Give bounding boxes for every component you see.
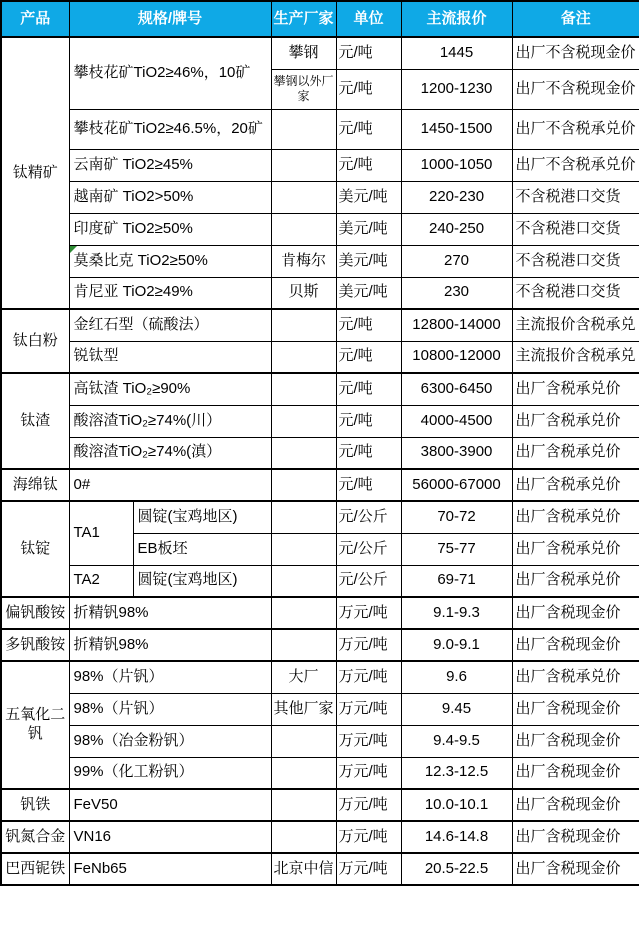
price-cell: 1000-1050 bbox=[401, 149, 512, 181]
manufacturer-cell: 攀钢以外厂家 bbox=[271, 69, 336, 109]
spec-cell: 98%（片钒） bbox=[69, 661, 271, 693]
product-cell: 钛白粉 bbox=[1, 309, 69, 373]
price-cell: 3800-3900 bbox=[401, 437, 512, 469]
unit-cell: 元/公斤 bbox=[336, 565, 401, 597]
spec-cell: FeNb65 bbox=[69, 853, 271, 885]
remark-cell: 出厂含税承兑价 bbox=[512, 661, 639, 693]
table-row bbox=[1, 341, 639, 373]
manufacturer-cell bbox=[271, 437, 336, 469]
remark-cell: 出厂含税现金价 bbox=[512, 821, 639, 853]
price-cell: 270 bbox=[401, 245, 512, 277]
remark-cell: 出厂含税现金价 bbox=[512, 597, 639, 629]
manufacturer-cell bbox=[271, 181, 336, 213]
header-row bbox=[1, 1, 639, 37]
price-cell: 9.45 bbox=[401, 693, 512, 725]
price-cell: 4000-4500 bbox=[401, 405, 512, 437]
unit-cell: 万元/吨 bbox=[336, 693, 401, 725]
spec-cell: 98%（片钒） bbox=[69, 693, 271, 725]
unit-cell: 元/吨 bbox=[336, 149, 401, 181]
spec-cell: 云南矿 TiO2≥45% bbox=[69, 149, 271, 181]
table-row bbox=[1, 725, 639, 757]
price-cell: 70-72 bbox=[401, 501, 512, 533]
table-row bbox=[1, 757, 639, 789]
unit-cell: 元/吨 bbox=[336, 405, 401, 437]
product-cell: 五氧化二钒 bbox=[1, 661, 69, 789]
grade-cell: TA1 bbox=[69, 501, 133, 565]
remark-cell: 不含税港口交货 bbox=[512, 245, 639, 277]
remark-cell: 出厂含税现金价 bbox=[512, 725, 639, 757]
remark-cell: 主流报价含税承兑 bbox=[512, 341, 639, 373]
table-row bbox=[1, 149, 639, 181]
remark-cell: 出厂含税承兑价 bbox=[512, 437, 639, 469]
unit-cell: 美元/吨 bbox=[336, 213, 401, 245]
table-row bbox=[1, 213, 639, 245]
manufacturer-cell: 贝斯 bbox=[271, 277, 336, 309]
product-cell: 钒铁 bbox=[1, 789, 69, 821]
spec-cell: 印度矿 TiO2≥50% bbox=[69, 213, 271, 245]
table-row bbox=[1, 693, 639, 725]
price-cell: 9.0-9.1 bbox=[401, 629, 512, 661]
price-cell: 230 bbox=[401, 277, 512, 309]
manufacturer-cell bbox=[271, 109, 336, 149]
remark-cell: 出厂含税承兑价 bbox=[512, 533, 639, 565]
col-header-price: 主流报价 bbox=[401, 1, 512, 37]
unit-cell: 万元/吨 bbox=[336, 821, 401, 853]
unit-cell: 万元/吨 bbox=[336, 661, 401, 693]
spec-cell: 98%（冶金粉钒） bbox=[69, 725, 271, 757]
col-header-unit: 单位 bbox=[336, 1, 401, 37]
manufacturer-cell bbox=[271, 149, 336, 181]
remark-cell: 出厂含税承兑价 bbox=[512, 565, 639, 597]
unit-cell: 元/吨 bbox=[336, 373, 401, 405]
spec-cell: 攀枝花矿TiO2≥46.5%，20矿 bbox=[69, 109, 271, 149]
spec-cell: 折精钒98% bbox=[69, 597, 271, 629]
price-cell: 9.4-9.5 bbox=[401, 725, 512, 757]
remark-cell: 出厂含税承兑价 bbox=[512, 373, 639, 405]
unit-cell: 元/吨 bbox=[336, 109, 401, 149]
unit-cell: 万元/吨 bbox=[336, 789, 401, 821]
spec-cell: FeV50 bbox=[69, 789, 271, 821]
table-row bbox=[1, 629, 639, 661]
product-cell: 钒氮合金 bbox=[1, 821, 69, 853]
manufacturer-cell bbox=[271, 341, 336, 373]
table-row bbox=[1, 405, 639, 437]
remark-cell: 出厂不含税现金价 bbox=[512, 37, 639, 69]
manufacturer-cell bbox=[271, 469, 336, 501]
unit-cell: 元/公斤 bbox=[336, 501, 401, 533]
manufacturer-cell bbox=[271, 821, 336, 853]
unit-cell: 万元/吨 bbox=[336, 629, 401, 661]
table-row bbox=[1, 437, 639, 469]
table-row bbox=[1, 565, 639, 597]
manufacturer-cell bbox=[271, 501, 336, 533]
price-cell: 6300-6450 bbox=[401, 373, 512, 405]
remark-cell: 出厂不含税现金价 bbox=[512, 69, 639, 109]
excel-error-flag-icon bbox=[70, 246, 77, 253]
manufacturer-cell bbox=[271, 309, 336, 341]
table-row bbox=[1, 245, 639, 277]
spec-cell: 高钛渣 TiO₂≥90% bbox=[69, 373, 271, 405]
table-row bbox=[1, 109, 639, 149]
price-cell: 69-71 bbox=[401, 565, 512, 597]
col-header-spec: 规格/牌号 bbox=[69, 1, 271, 37]
table-row bbox=[1, 181, 639, 213]
type-cell: 圆锭(宝鸡地区) bbox=[133, 565, 271, 597]
unit-cell: 元/吨 bbox=[336, 469, 401, 501]
unit-cell: 万元/吨 bbox=[336, 597, 401, 629]
remark-cell: 出厂含税现金价 bbox=[512, 629, 639, 661]
remark-cell: 不含税港口交货 bbox=[512, 213, 639, 245]
unit-cell: 万元/吨 bbox=[336, 853, 401, 885]
manufacturer-cell: 攀钢 bbox=[271, 37, 336, 69]
spec-cell: 酸溶渣TiO₂≥74%(滇） bbox=[69, 437, 271, 469]
price-cell: 20.5-22.5 bbox=[401, 853, 512, 885]
manufacturer-cell bbox=[271, 213, 336, 245]
remark-cell: 不含税港口交货 bbox=[512, 277, 639, 309]
type-cell: EB板坯 bbox=[133, 533, 271, 565]
spec-cell: 酸溶渣TiO₂≥74%(川） bbox=[69, 405, 271, 437]
unit-cell: 元/吨 bbox=[336, 309, 401, 341]
manufacturer-cell bbox=[271, 629, 336, 661]
table-row bbox=[1, 853, 639, 885]
col-header-manufacturer: 生产厂家 bbox=[271, 1, 336, 37]
price-cell: 10800-12000 bbox=[401, 341, 512, 373]
price-cell: 9.1-9.3 bbox=[401, 597, 512, 629]
spec-cell: 越南矿 TiO2>50% bbox=[69, 181, 271, 213]
manufacturer-cell bbox=[271, 757, 336, 789]
spec-cell: 金红石型（硫酸法） bbox=[69, 309, 271, 341]
product-cell: 多钒酸铵 bbox=[1, 629, 69, 661]
price-cell: 12.3-12.5 bbox=[401, 757, 512, 789]
unit-cell: 万元/吨 bbox=[336, 757, 401, 789]
spec-cell: 肯尼亚 TiO2≥49% bbox=[69, 277, 271, 309]
table-row bbox=[1, 661, 639, 693]
price-cell: 9.6 bbox=[401, 661, 512, 693]
product-cell: 海绵钛 bbox=[1, 469, 69, 501]
remark-cell: 主流报价含税承兑 bbox=[512, 309, 639, 341]
table-row bbox=[1, 309, 639, 341]
remark-cell: 出厂含税现金价 bbox=[512, 853, 639, 885]
unit-cell: 元/吨 bbox=[336, 37, 401, 69]
manufacturer-cell: 肯梅尔 bbox=[271, 245, 336, 277]
spec-cell: 攀枝花矿TiO2≥46%，10矿 bbox=[69, 37, 271, 109]
price-cell: 75-77 bbox=[401, 533, 512, 565]
manufacturer-cell bbox=[271, 789, 336, 821]
price-cell: 1200-1230 bbox=[401, 69, 512, 109]
type-cell: 圆锭(宝鸡地区) bbox=[133, 501, 271, 533]
manufacturer-cell: 大厂 bbox=[271, 661, 336, 693]
spec-cell: VN16 bbox=[69, 821, 271, 853]
col-header-remark: 备注 bbox=[512, 1, 639, 37]
product-cell: 巴西铌铁 bbox=[1, 853, 69, 885]
spec-cell: 锐钛型 bbox=[69, 341, 271, 373]
manufacturer-cell bbox=[271, 373, 336, 405]
remark-cell: 出厂含税承兑价 bbox=[512, 405, 639, 437]
unit-cell: 美元/吨 bbox=[336, 181, 401, 213]
col-header-product: 产品 bbox=[1, 1, 69, 37]
product-cell: 钛锭 bbox=[1, 501, 69, 597]
unit-cell: 元/吨 bbox=[336, 437, 401, 469]
table-row bbox=[1, 501, 639, 533]
unit-cell: 美元/吨 bbox=[336, 277, 401, 309]
table-row bbox=[1, 789, 639, 821]
remark-cell: 出厂不含税承兑价 bbox=[512, 149, 639, 181]
manufacturer-cell bbox=[271, 405, 336, 437]
price-cell: 56000-67000 bbox=[401, 469, 512, 501]
product-cell: 钛精矿 bbox=[1, 37, 69, 309]
remark-cell: 出厂含税现金价 bbox=[512, 693, 639, 725]
grade-cell: TA2 bbox=[69, 565, 133, 597]
manufacturer-cell: 其他厂家 bbox=[271, 693, 336, 725]
product-cell: 钛渣 bbox=[1, 373, 69, 469]
table-row bbox=[1, 373, 639, 405]
spec-cell: 0# bbox=[69, 469, 271, 501]
price-cell: 1450-1500 bbox=[401, 109, 512, 149]
manufacturer-cell bbox=[271, 725, 336, 757]
manufacturer-cell bbox=[271, 533, 336, 565]
unit-cell: 元/公斤 bbox=[336, 533, 401, 565]
manufacturer-cell bbox=[271, 597, 336, 629]
remark-cell: 不含税港口交货 bbox=[512, 181, 639, 213]
price-cell: 240-250 bbox=[401, 213, 512, 245]
remark-cell: 出厂含税现金价 bbox=[512, 789, 639, 821]
table-row bbox=[1, 821, 639, 853]
unit-cell: 万元/吨 bbox=[336, 725, 401, 757]
manufacturer-cell bbox=[271, 565, 336, 597]
remark-cell: 出厂含税承兑价 bbox=[512, 501, 639, 533]
spec-cell: 99%（化工粉钒） bbox=[69, 757, 271, 789]
spec-cell: 折精钒98% bbox=[69, 629, 271, 661]
table-row bbox=[1, 469, 639, 501]
price-cell: 12800-14000 bbox=[401, 309, 512, 341]
table-row bbox=[1, 597, 639, 629]
spec-text: 莫桑比克 TiO2≥50% bbox=[73, 251, 208, 269]
table-row bbox=[1, 37, 639, 69]
unit-cell: 美元/吨 bbox=[336, 245, 401, 277]
unit-cell: 元/吨 bbox=[336, 69, 401, 109]
manufacturer-cell: 北京中信 bbox=[271, 853, 336, 885]
table-row bbox=[1, 277, 639, 309]
price-cell: 10.0-10.1 bbox=[401, 789, 512, 821]
remark-cell: 出厂不含税承兑价 bbox=[512, 109, 639, 149]
price-cell: 220-230 bbox=[401, 181, 512, 213]
price-cell: 1445 bbox=[401, 37, 512, 69]
unit-cell: 元/吨 bbox=[336, 341, 401, 373]
spec-cell bbox=[69, 245, 271, 277]
remark-cell: 出厂含税现金价 bbox=[512, 757, 639, 789]
price-cell: 14.6-14.8 bbox=[401, 821, 512, 853]
remark-cell: 出厂含税承兑价 bbox=[512, 469, 639, 501]
product-cell: 偏钒酸铵 bbox=[1, 597, 69, 629]
